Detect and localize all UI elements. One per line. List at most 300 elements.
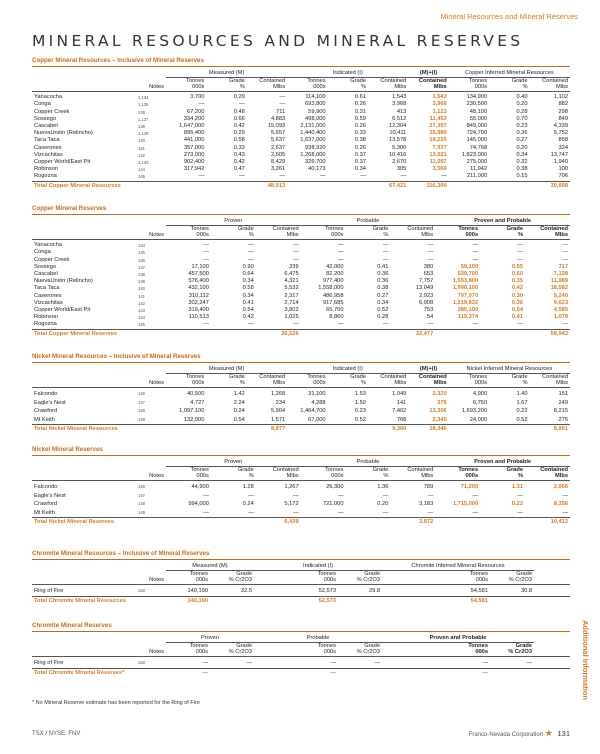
table-cell: — (517, 321, 523, 328)
property-name: Yanacocha (34, 94, 63, 101)
table-cell: 6,908 (419, 299, 434, 306)
note-ref: 140 (138, 286, 145, 292)
table-cell: 1,543 (432, 94, 447, 101)
table-cell: 2,320 (432, 391, 447, 398)
total-cell: 30,898 (530, 181, 570, 191)
table-cell: — (203, 249, 209, 256)
table-row (32, 300, 570, 307)
table-cell: 3,968 (392, 101, 407, 108)
table-cell: 7,757 (419, 278, 434, 285)
table-cell: 1,268,000 (300, 151, 326, 158)
column-header (32, 577, 136, 585)
table-cell: — (248, 509, 254, 516)
note-ref: 138 (138, 272, 145, 278)
column-header: Grade (372, 225, 389, 232)
table-cell: 145,000 (466, 137, 488, 144)
group-header: Proven and Probable (435, 459, 570, 467)
group-header: (M)+(I) (408, 366, 448, 374)
table-cell: 0.41 (242, 299, 254, 306)
table-cell: 2,670 (392, 159, 407, 166)
total-cell (136, 425, 166, 435)
column-unit-row (32, 84, 570, 92)
column-header-row (32, 642, 570, 649)
column-header: 000s (382, 577, 490, 585)
column-header: Contained (380, 373, 407, 380)
table-cell: 11,097 (429, 159, 447, 166)
table-cell: 67,200 (186, 108, 205, 115)
table-row (32, 481, 570, 492)
column-unit-row (32, 577, 570, 585)
property-name: Conga (34, 249, 51, 256)
table-cell: 2,056 (553, 484, 568, 491)
column-header: Tonnes (186, 77, 205, 84)
property-name: Copper World/East Pit (34, 307, 91, 314)
table-cell: — (279, 101, 286, 108)
total-cell: 52,573 (254, 596, 338, 606)
note-ref: 141 (138, 145, 145, 151)
table-cell: — (517, 242, 523, 249)
table-cell: 0.70 (516, 115, 528, 122)
property-name: Mt Keith (34, 509, 55, 516)
table-cell: — (248, 242, 254, 249)
table-cell: 3,183 (419, 501, 434, 508)
copper-reserves-section (32, 205, 570, 339)
table-cell: — (517, 492, 523, 499)
table-cell: 0.41 (377, 263, 389, 270)
table-cell: 7,402 (392, 408, 407, 415)
table-cell: 10,416 (388, 151, 407, 158)
group-header: Proven and Probable (435, 218, 570, 226)
total-row (32, 425, 570, 435)
table-cell: 0.40 (516, 94, 528, 101)
total-label: Total Nickel Mineral Reserves (32, 518, 136, 528)
total-cell (206, 425, 246, 435)
copper-resources-section (32, 57, 570, 191)
table-cell: 380 (423, 263, 434, 270)
table-cell: — (472, 321, 479, 328)
table-row (32, 321, 570, 329)
column-header: Contained (272, 225, 299, 232)
column-header: Tonnes (458, 466, 479, 473)
total-cell (489, 425, 529, 435)
column-header: Contained (542, 373, 568, 380)
table-cell: 0.33 (233, 144, 245, 151)
column-header: Tonnes (468, 77, 488, 84)
total-cell (301, 518, 346, 528)
table-cell: — (382, 256, 389, 263)
table-cell: — (427, 321, 434, 328)
table-cell: 13,049 (415, 285, 434, 292)
note-ref: 1,143 (138, 160, 149, 166)
column-header: % (206, 380, 246, 388)
table-cell: — (248, 256, 254, 263)
table-cell: 0.36 (511, 299, 523, 306)
table-cell: 1,647,000 (179, 123, 205, 130)
notes-header: Notes (136, 473, 166, 481)
table-cell: 357,000 (183, 144, 205, 151)
column-header: Tonnes (469, 570, 489, 577)
column-header: Contained (380, 77, 407, 84)
column-header: Grade (228, 77, 245, 84)
table-cell: 1,571 (270, 416, 286, 423)
table-cell: — (337, 256, 344, 263)
table-cell: 0.27 (516, 137, 528, 144)
total-cell (449, 425, 489, 435)
note-ref: 142 (138, 300, 145, 306)
table-row (32, 293, 570, 300)
group-header: (M)+(I) (408, 70, 448, 78)
group-header: Measured (M) (166, 563, 254, 571)
table-cell: 151 (558, 391, 568, 398)
table-cell: 432,100 (188, 285, 209, 292)
note-ref: 138 (138, 124, 145, 130)
note-ref: 136 (138, 109, 145, 115)
table-row (32, 240, 570, 250)
table-cell: 717 (558, 263, 568, 270)
table-cell: 11,453 (429, 115, 447, 122)
table-cell: 0.38 (516, 166, 528, 173)
table-cell: 1,637,000 (300, 137, 326, 144)
table-cell: 119,374 (457, 314, 479, 321)
table-cell: 413 (396, 108, 407, 115)
table-cell: 721,000 (322, 501, 344, 508)
column-header: 000s (166, 577, 210, 585)
total-label: Total Copper Mineral Resources (32, 181, 136, 191)
property-name: NuevaUnión (Relincho) (34, 278, 93, 285)
table-cell: — (246, 660, 252, 667)
table-cell: — (239, 173, 245, 180)
note-ref: 144 (138, 167, 145, 173)
table-cell: — (337, 249, 344, 256)
total-cell (435, 329, 480, 339)
table-cell: 7,128 (553, 271, 568, 278)
table-cell: 134,900 (466, 94, 488, 101)
total-cell: 6,439 (256, 518, 301, 528)
note-ref: 147 (138, 399, 145, 405)
table-cell: 0.33 (354, 130, 366, 137)
section-title: Chromite Mineral Resources – Inclusive of Mineral Reserves (32, 550, 570, 560)
table-cell: 0.34 (242, 292, 254, 299)
column-header (32, 473, 136, 481)
table-cell: 711 (276, 108, 286, 115)
column-header-row (32, 373, 570, 380)
note-ref: 144 (138, 315, 145, 321)
table-cell: 2,637 (270, 144, 286, 151)
table-cell: — (292, 509, 299, 516)
table-cell: — (382, 321, 389, 328)
note-ref: 135 (138, 250, 145, 256)
table-cell: 0.34 (516, 151, 528, 158)
total-cell (287, 425, 327, 435)
table-cell: 8,215 (553, 408, 568, 415)
table-cell: 67,000 (308, 416, 326, 423)
note-ref: 1,139 (138, 131, 149, 137)
column-header: Contained (407, 225, 434, 232)
column-header: Grade (364, 570, 381, 577)
column-header: Contained (418, 373, 447, 380)
table-cell: — (203, 321, 209, 328)
note-ref: 146 (138, 484, 145, 490)
table-cell: 0.48 (233, 108, 245, 115)
property-name: Eagle's Nest (34, 492, 66, 499)
table-cell: 1,102 (553, 94, 568, 101)
table-cell: — (517, 509, 523, 516)
column-header: 000s (435, 232, 480, 240)
table-cell: 0.35 (511, 278, 523, 285)
table-cell: 0.26 (354, 101, 366, 108)
group-header: Measured (M) (166, 70, 287, 78)
column-header: Mlbs (368, 84, 408, 92)
table-cell: 0.43 (233, 151, 245, 158)
table-cell: 1.28 (242, 484, 254, 491)
table-cell: 0.54 (511, 307, 523, 314)
note-ref: 149 (138, 416, 145, 422)
table-cell: 486,958 (322, 292, 344, 299)
column-header: 000s (435, 473, 480, 481)
column-header: 000s (254, 577, 338, 585)
table-cell: — (279, 94, 286, 101)
table-cell: — (292, 249, 299, 256)
table-cell: 8,429 (270, 159, 286, 166)
table-cell: 753 (423, 307, 434, 314)
table-cell: — (203, 242, 209, 249)
table-cell: 3,700 (190, 94, 205, 101)
table-cell: — (562, 249, 568, 256)
column-header: % Cr2O3 (490, 577, 534, 585)
table-cell: 249 (558, 399, 568, 406)
total-cell: 8,891 (530, 425, 570, 435)
table-cell: 0.28 (516, 108, 528, 115)
page-number: 131 (557, 729, 570, 738)
table-cell: 275 (558, 416, 568, 423)
total-cell: 8,977 (247, 425, 287, 435)
group-header: Measured (M) (166, 366, 287, 374)
column-header: % Cr2O3 (490, 649, 534, 657)
table-cell: 539,700 (457, 271, 479, 278)
table-cell: — (472, 492, 479, 499)
table-cell: 13,306 (429, 408, 447, 415)
table-cell: — (292, 492, 299, 499)
table-cell: 40,500 (186, 391, 205, 398)
note-ref: 148 (138, 408, 145, 414)
table-cell: 6,512 (392, 115, 407, 122)
total-cell: 3,972 (390, 518, 435, 528)
copper-resources-table (32, 70, 570, 191)
column-header: Grade (506, 225, 523, 232)
table-row (32, 130, 570, 137)
table-cell: 100 (558, 166, 568, 173)
table-cell: 211,000 (466, 173, 488, 180)
total-cell (166, 425, 206, 435)
table-cell: — (279, 173, 286, 180)
table-cell: 8,860 (329, 314, 344, 321)
table-cell: 849 (558, 115, 568, 122)
table-cell: — (517, 249, 523, 256)
total-cell (346, 329, 391, 339)
table-cell: 6,750 (472, 399, 488, 406)
table-cell: 849,000 (466, 123, 488, 130)
table-cell: 1,693,200 (461, 408, 488, 415)
table-cell: 132,000 (183, 416, 205, 423)
table-cell: — (427, 249, 434, 256)
column-header: % (346, 232, 391, 240)
note-ref: 136 (138, 257, 145, 263)
property-name: Copper Creek (34, 108, 70, 115)
table-cell: 0.64 (242, 271, 254, 278)
table-cell: 44,900 (191, 484, 209, 491)
column-unit-row (32, 649, 570, 657)
column-header: Contained (259, 373, 286, 380)
table-cell: 0.42 (233, 123, 245, 130)
table-cell: — (374, 660, 380, 667)
table-cell: 1,049 (392, 391, 407, 398)
column-header: 000s (301, 232, 346, 240)
table-cell: — (427, 492, 434, 499)
table-cell: 0.38 (377, 285, 389, 292)
table-row (32, 257, 570, 264)
table-cell: 0.61 (354, 94, 366, 101)
column-header: Grade (228, 373, 245, 380)
table-cell: 1,558,000 (318, 285, 344, 292)
property-name: Crawford (34, 408, 58, 415)
table-cell: 5,637 (270, 137, 286, 144)
table-cell: 1.67 (516, 399, 528, 406)
table-cell: 0.28 (377, 314, 389, 321)
column-header: 000s (301, 473, 346, 481)
table-cell: — (337, 492, 344, 499)
column-header: Grade (506, 466, 523, 473)
table-cell: 994,000 (188, 501, 209, 508)
table-row (32, 314, 570, 321)
property-name: Yanacocha (34, 242, 63, 249)
property-name: Copper World/East Pit (34, 159, 91, 166)
table-cell: 1,823,000 (461, 151, 488, 158)
property-name: Falcondo (34, 391, 58, 398)
table-cell: — (562, 321, 568, 328)
total-cell (301, 329, 346, 339)
table-cell: 4,585 (553, 307, 568, 314)
table-cell: — (292, 321, 299, 328)
total-cell: 116,300 (408, 181, 448, 191)
table-cell: 3,968 (432, 101, 447, 108)
total-cell (210, 668, 254, 678)
table-body (32, 657, 570, 678)
table-cell: 917,685 (322, 299, 344, 306)
table-cell: 858 (558, 137, 568, 144)
section-title: Nickel Mineral Resources – Inclusive of Mineral Reserves (32, 353, 570, 363)
column-header: Grade (236, 570, 252, 577)
table-cell: 31,100 (308, 391, 326, 398)
table-cell: — (382, 249, 389, 256)
group-header: Indicated (I) (254, 563, 382, 571)
column-header: Mlbs (408, 380, 448, 388)
total-cell: 9,360 (368, 425, 408, 435)
table-row (32, 145, 570, 152)
note-ref: 143 (138, 308, 145, 314)
column-header: Mlbs (530, 380, 570, 388)
table-cell: 1.50 (354, 399, 366, 406)
table-cell: — (330, 660, 336, 667)
total-cell (136, 518, 166, 528)
column-header: Contained (540, 466, 568, 473)
table-row (32, 101, 570, 108)
table-cell: 13,021 (429, 151, 447, 158)
group-header: Probable (254, 635, 382, 643)
table-cell: 789 (423, 484, 434, 491)
column-header-row (32, 77, 570, 84)
property-name: Copper Creek (34, 256, 70, 263)
table-cell: 5,752 (553, 130, 568, 137)
table-cell: 59,100 (460, 263, 479, 270)
table-row (32, 585, 570, 597)
table-cell: 0.60 (511, 271, 523, 278)
column-header: 000s (287, 84, 327, 92)
table-body (32, 388, 570, 435)
column-header: Mlbs (530, 84, 570, 92)
column-header: Grade (236, 642, 252, 649)
table-cell: 302,247 (188, 299, 209, 306)
table-cell: — (382, 242, 389, 249)
table-cell: 0.54 (242, 307, 254, 314)
column-header: Mlbs (256, 473, 301, 481)
table-cell: — (203, 256, 209, 263)
table-cell: 5,532 (284, 285, 299, 292)
table-cell: 1,464,700 (300, 408, 326, 415)
notes-header (136, 642, 166, 649)
table-cell: 2,923 (419, 292, 434, 299)
column-header: 000s (166, 232, 211, 240)
table-cell: 4,339 (553, 123, 568, 130)
table-cell: 0.36 (377, 278, 389, 285)
total-cell (166, 329, 211, 339)
table-cell: — (427, 256, 434, 263)
table-cell: 0.22 (516, 408, 528, 415)
table-cell: 27,397 (429, 123, 447, 130)
table-cell: 576,400 (188, 278, 209, 285)
property-name: Robinson (34, 314, 59, 321)
table-cell: 0.29 (233, 94, 245, 101)
column-header: 000s (382, 649, 490, 657)
table-cell: 1,543 (392, 94, 407, 101)
note-ref: 150 (138, 660, 145, 666)
table-row (32, 407, 570, 416)
table-cell: — (203, 492, 209, 499)
table-cell: 2,317 (284, 292, 299, 299)
table-cell: 17,100 (191, 263, 209, 270)
section-title: Copper Mineral Resources – Inclusive of Mineral Reserves (32, 57, 570, 67)
table-cell: — (472, 509, 479, 516)
table-cell: 0.42 (511, 285, 523, 292)
property-name: NuevaUnión (Relincho) (34, 130, 93, 137)
table-cell: 0.55 (511, 263, 523, 270)
property-name: Rogozna (34, 173, 57, 180)
notes-header: Notes (136, 84, 166, 92)
property-name: Vizcachitas (34, 299, 63, 306)
table-cell: 0.37 (354, 151, 366, 158)
column-header: Mlbs (408, 84, 448, 92)
column-header: % (206, 84, 246, 92)
table-cell: — (526, 660, 533, 667)
table-cell: 0.15 (516, 173, 528, 180)
table-cell: 768 (396, 416, 407, 423)
table-cell: — (248, 249, 254, 256)
table-cell: 1,715,000 (452, 501, 479, 508)
total-cell: 58,942 (525, 329, 570, 339)
column-header: % (211, 232, 256, 240)
table-cell: — (562, 256, 568, 263)
column-header: Tonnes (317, 570, 336, 577)
note-ref: 134 (138, 243, 145, 249)
